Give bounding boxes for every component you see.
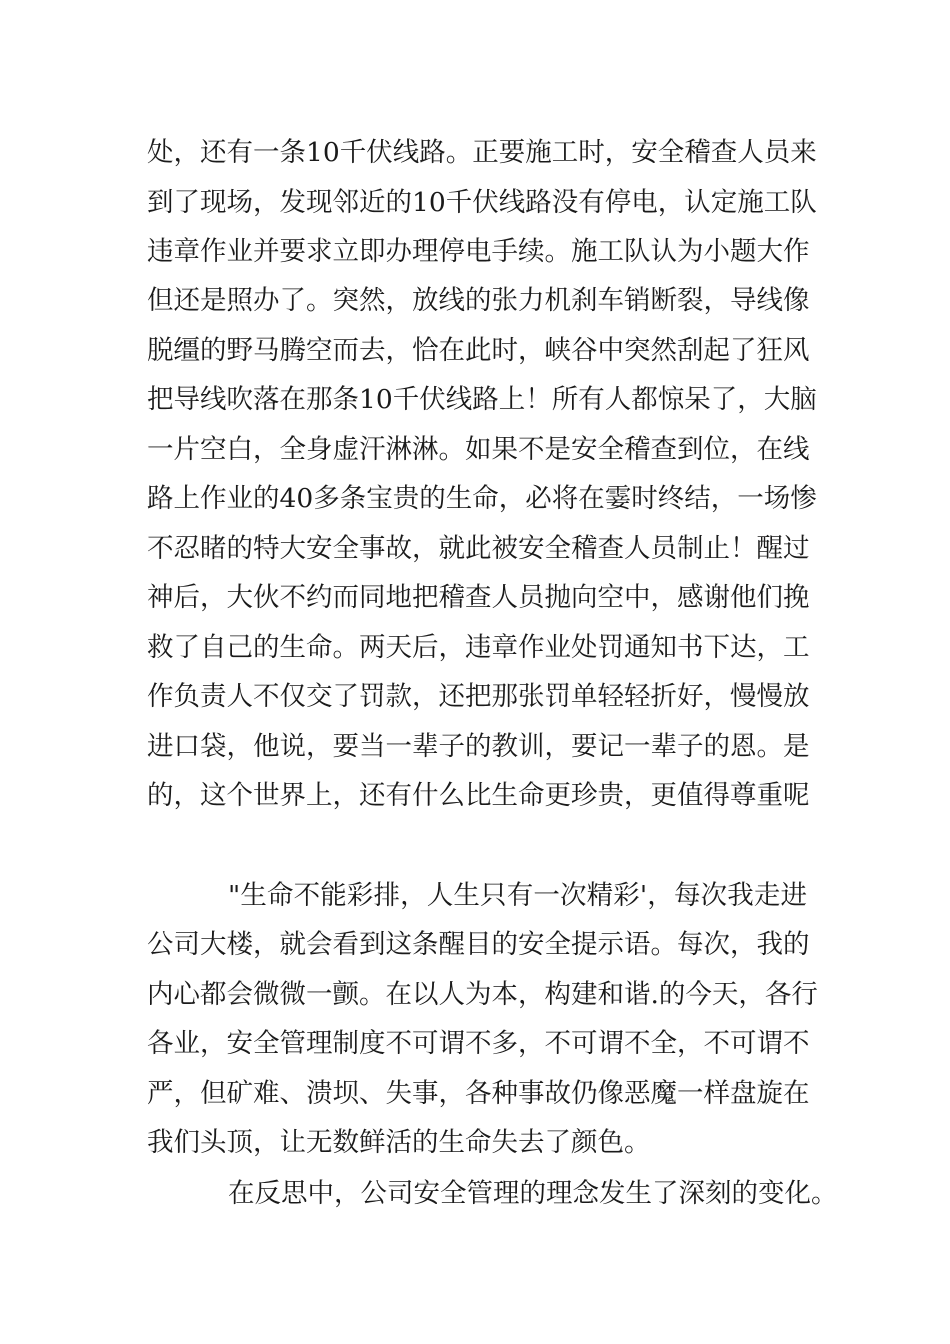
paragraph-2-line-3: 内心都会微微一颤。在以人为本，构建和谐.的今天，各行 <box>147 979 818 1010</box>
paragraph-1-line-7: 一片空白，全身虚汗淋淋。如果不是安全稽查到位，在线 <box>147 434 810 465</box>
paragraph-1-line-3: 违章作业并要求立即办理停电手续。施工队认为小题大作 <box>147 236 810 267</box>
paragraph-1-line-10: 神后，大伙不约而同地把稽查人员抛向空中，感谢他们挽 <box>147 582 810 613</box>
paragraph-2-line-6: 我们头顶，让无数鲜活的生命失去了颜色。 <box>147 1127 651 1158</box>
paragraph-1-line-13: 进口袋，他说，要当一辈子的教训，要记一辈子的恩。是 <box>147 731 810 762</box>
paragraph-1-line-12: 作负责人不仅交了罚款，还把那张罚单轻轻折好，慢慢放 <box>147 681 810 712</box>
paragraph-3-line-1: 在反思中，公司安全管理的理念发生了深刻的变化。 <box>228 1178 838 1209</box>
paragraph-1-line-5: 脱缰的野马腾空而去，恰在此时，峡谷中突然刮起了狂风 <box>147 335 810 366</box>
paragraph-1-line-9: 不忍睹的特大安全事故，就此被安全稽查人员制止！醒过 <box>147 533 810 564</box>
paragraph-2-line-5: 严，但矿难、溃坝、失事，各种事故仍像恶魔一样盘旋在 <box>147 1078 810 1109</box>
paragraph-1-line-6: 把导线吹落在那条10千伏线路上！所有人都惊呆了，大脑 <box>147 384 817 415</box>
paragraph-1-line-2: 到了现场，发现邻近的10千伏线路没有停电，认定施工队 <box>147 187 817 218</box>
paragraph-1-line-11: 救了自己的生命。两天后，违章作业处罚通知书下达，工 <box>147 632 810 663</box>
paragraph-2-line-4: 各业，安全管理制度不可谓不多，不可谓不全，不可谓不 <box>147 1028 810 1059</box>
paragraph-1-line-8: 路上作业的40多条宝贵的生命，必将在霎时终结，一场惨 <box>147 483 817 514</box>
paragraph-2-line-1: "生命不能彩排，人生只有一次精彩'，每次我走进 <box>228 880 807 911</box>
paragraph-1-line-4: 但还是照办了。突然，放线的张力机刹车销断裂，导线像 <box>147 285 810 316</box>
paragraph-1-line-1: 处，还有一条10千伏线路。正要施工时，安全稽查人员来 <box>147 137 817 168</box>
paragraph-1-line-14: 的，这个世界上，还有什么比生命更珍贵，更值得尊重呢 <box>147 780 810 811</box>
paragraph-2-line-2: 公司大楼，就会看到这条醒目的安全提示语。每次，我的 <box>147 929 810 960</box>
